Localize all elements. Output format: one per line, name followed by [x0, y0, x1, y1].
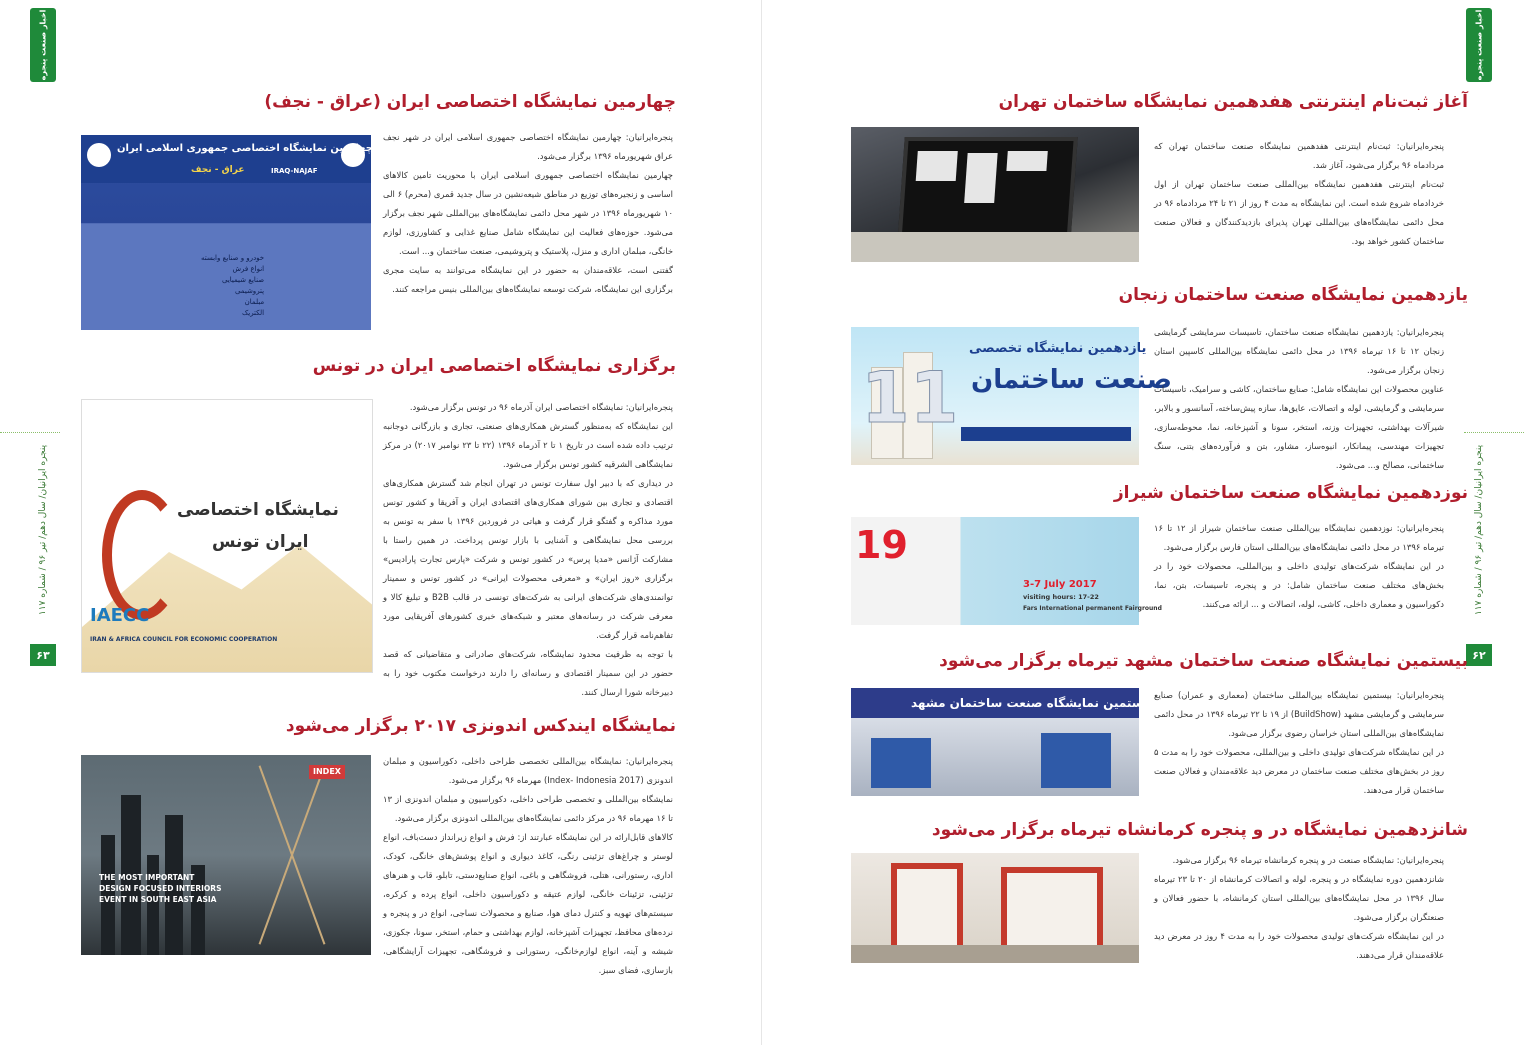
article-title-tehran: آغاز ثبت‌نام اینترنتی هفدهمین نمایشگاه ساختمان تهران [998, 92, 1468, 112]
tablet-screen [897, 137, 1078, 245]
shiraz-expo-banner [851, 517, 1162, 625]
article-title-iraq: چهارمین نمایشگاه اختصاصی ایران (عراق - نجف) [264, 92, 676, 112]
mashhad-banner-text: بیستمین نمایشگاه صنعت ساختمان مشهد [911, 696, 1154, 710]
poster-city: عراق - نجف [191, 165, 245, 175]
zanjan-expo-banner [851, 327, 1173, 465]
tunis-poster-title-2: ایران تونس [212, 532, 309, 552]
paragraph: در این نمایشگاه شرکت‌های تولیدی داخلی و بین‌المللی، محصولات خود را به مدت ۵ روز در بخش‌های مختلف صنعت ساختمان در معرض دید علاقه‌مندان و فعالان صنعت ساختمان قرار می‌دهند. [1154, 747, 1444, 795]
section-tab [30, 8, 56, 82]
section-tab-label: اخبار صنعت پنجره [38, 9, 48, 81]
index-brand: INDEX [309, 765, 345, 779]
paragraph: پنجره‌ایرانیان: نوزدهمین نمایشگاه بین‌المللی صنعت ساختمان شیراز از ۱۲ تا ۱۶ تیرماه ۱۳۹۶ در محل دائمی نمایشگاه‌های بین‌المللی استان فارس برگزار می‌شود. [1154, 523, 1444, 552]
shiraz-banner-hours: visiting hours: 17-22 [1023, 593, 1099, 601]
article-body-iraq [383, 128, 673, 299]
paragraph: پنجره‌ایرانیان: ثبت‌نام اینترنتی هفدهمین نمایشگاه صنعت ساختمان تهران که مردادماه ۹۶ برگزار می‌شود، آغاز شد. [1154, 141, 1444, 170]
paragraph: گفتنی است، علاقه‌مندان به حضور در این نمایشگاه می‌توانند به سایت مجری برگزاری این نمایشگاه، شرکت توسعه نمایشگاه‌های بین‌المللی بنیس مراجعه کنند. [383, 265, 673, 294]
article-body-tunis [383, 398, 673, 702]
paragraph: پنجره‌ایرانیان: نمایشگاه اختصاصی ایران آذرماه ۹۶ در تونس برگزار می‌شود. [409, 402, 673, 412]
index-indonesia-poster [81, 755, 371, 955]
list-item: خودرو و صنایع وابسته [201, 254, 265, 262]
paragraph: پنجره‌ایرانیان: بیستمین نمایشگاه بین‌المللی ساختمان (معماری و عمران) صنایع سرمایشی و گرمایشی مشهد (BuildShow) از ۱۹ تا ۲۲ تیرماه ۱۳۹۶ در محل دائمی نمایشگاه‌های بین‌المللی استان خراسان رضوی برگزار می‌شود. [1154, 690, 1445, 738]
paragraph: این نمایشگاه که به‌منظور گسترش همکاری‌های صنعتی، تجاری و بازرگانی دوجانبه ترتیب داده شده است در تاریخ ۱ تا ۲ آذرماه ۱۳۹۶ (۲۲ تا ۲۳ نوامبر ۲۰۱۷) در مرکز نمایشگاهی الشرقیه کشور تونس برگزار می‌شود. [383, 421, 673, 469]
iraq-expo-poster [81, 135, 371, 330]
paragraph: پنجره‌ایرانیان: چهارمین نمایشگاه اختصاصی جمهوری اسلامی ایران در شهر نجف عراق شهریورماه ۱۳۹۶ برگزار می‌شود. [383, 132, 673, 161]
paragraph: در این نمایشگاه شرکت‌های تولیدی داخلی و بین‌المللی، محصولات خود را در بخش‌های مختلف صنعت ساختمان شامل: در و پنجره، تاسیسات، بتن، نما، دکوراسیون و معماری داخلی، کاشی، لوله، اتصالات و ... ارائه می‌کنند. [1154, 561, 1444, 609]
list-item: انواع فرش [232, 265, 265, 273]
list-item: صنایع شیمیایی [221, 276, 265, 284]
article-body-shiraz [1154, 519, 1444, 614]
paragraph: پنجره‌ایرانیان: نمایشگاه بین‌المللی تخصصی طراحی داخلی، دکوراسیون و مبلمان اندونزی (Index- Indonesia 2017) مهرماه ۹۶ برگزار می‌شود. [383, 756, 673, 785]
paragraph: در دیداری که با دبیر اول سفارت تونس در تهران انجام شد گسترش همکاری‌های اقتصادی و تجاری بین شورای همکاری‌های اقتصادی ایران و آفریقا و کشور تونس مورد مذاکره و گفتگو قرار گرفت و هیاتی در فروردین ۱۳۹۶ با سفر به تونس به بررسی محل نمایشگاهی و آشنایی با بازار تونس پرداخت. در همین راستا با مشارکت آژانس «مدیا پرس» در کشور تونس و شرکت «پارس تجارت پارادیس» برگزاری «روز ایران» و «معرفی محصولات ایرانی» در کشور تونس و سمینار توانمندی‌های شرکت‌های ایرانی به شرکت‌های تونسی در قالب B2B و تبلیغ کالا و معرفی شرکت در رسانه‌های معتبر و شبکه‌های خبری کشورهای آفریقایی مورد تفاهم‌نامه قرار گرفت. [383, 478, 673, 640]
paragraph: ثبت‌نام اینترنتی هفدهمین نمایشگاه بین‌المللی صنعت ساختمان تهران از اول خردادماه شروع شده است. این نمایشگاه به مدت ۴ روز از ۲۱ تا ۲۴ مردادماه ۹۶ در محل دائمی نمایشگاه‌های بین‌المللی تهران پذیرای بازدیدکنندگان و فعالان صنعت ساختمان کشور خواهد بود. [1154, 179, 1444, 246]
iaecc-logo: IAECC [90, 605, 150, 626]
booth-graphic [1041, 733, 1111, 788]
page-number: ۶۲ [1466, 644, 1492, 666]
paragraph: عناوین محصولات این نمایشگاه شامل: صنایع ساختمان، کاشی و سرامیک، تاسیسات سرمایشی و گرمایشی، لوله و اتصالات، عایق‌ها، سازه پیش‌ساخته، آسانسور و بالابر، شیرآلات بهداشتی، تجهیزات وزنه، استخر، سونا و آشپزخانه، نما، محوطه‌سازی، تجهیزات مهندسی، پیمانکار، انبوه‌ساز، مشاور، بتن و فرآورده‌های بتنی، سنگ ساختمانی، مصالح و... می‌شود. [1154, 384, 1444, 470]
shiraz-banner-number: 19 [855, 523, 908, 567]
paragraph: شانزدهمین دوره نمایشگاه در و پنجره، لوله و اتصالات کرمانشاه از ۲۰ تا ۲۳ تیرماه سال ۱۳۹۶ در محل نمایشگاه‌های بین‌المللی استان کرمانشاه، با حضور فعالان و صنعتگران برگزار می‌شود. [1154, 874, 1444, 922]
article-title-shiraz: نوزدهمین نمایشگاه صنعت ساختمان شیراز [1113, 483, 1468, 503]
page-number: ۶۳ [30, 644, 56, 666]
article-body-kermanshah [1154, 851, 1444, 965]
door-frame-graphic [1001, 867, 1103, 951]
poster-title: چهارمین نمایشگاه اختصاصی جمهوری اسلامی ایران [117, 143, 373, 154]
zanjan-banner-main: صنعت ساختمان [971, 365, 1173, 395]
list-item: الکتریک [241, 309, 265, 317]
shiraz-banner-venue: Fars International permanent Fairground [1023, 605, 1162, 612]
poster-category-list [201, 253, 264, 319]
poster-headline-1: THE MOST IMPORTANT [99, 873, 195, 882]
article-body-tehran [1154, 137, 1444, 251]
article-title-zanjan: یازدهمین نمایشگاه صنعت ساختمان زنجان [1118, 285, 1468, 305]
paragraph: کالاهای قابل‌ارائه در این نمایشگاه عبارتند از: فرش و انواع زیرانداز دست‌باف، انواع لوستر و چراغ‌های تزئینی رنگی، کاغذ دیواری و انواع پوشش‌های خانگی، کودک، اداری، رستورانی، هتلی، فروشگاهی و باغی، انواع صنایع‌دستی، تابلو، قاب و هنرهای تزئینی، تزئینات خانگی، لوازم عتیقه و دکوراسیون داخلی، انواع پرده و کرکره، سیستم‌های تهویه و کنترل دمای هوا، صنایع و محصولات نساجی، انواع در و پنجره و نرده‌های محافظ، تجهیزات آشپزخانه، لوازم بهداشتی و حمام، استخر، سونا، جکوزی، شیشه و آینه، انواع لوازم‌خانگی، رستورانی و فروشگاهی، تجهیزات آرایشگاهی، بازسازی، فضای سبز. [383, 832, 673, 975]
issue-line-text: پنجره ایرانیان/ سال دهم/ تیر ۹۶ / شماره ۱۱۷ [38, 444, 48, 616]
article-body-mashhad [1154, 686, 1444, 800]
right-page [762, 0, 1524, 1045]
paragraph: در این نمایشگاه شرکت‌های تولیدی محصولات خود را به مدت ۴ روز در معرض دید علاقه‌مندان قرار می‌دهند. [1154, 931, 1444, 960]
article-title-mashhad: بیستمین نمایشگاه صنعت ساختمان مشهد تیرماه برگزار می‌شود [939, 651, 1468, 671]
paragraph: چهارمین نمایشگاه اختصاصی جمهوری اسلامی ایران با محوریت تامین کالاهای اساسی و زنجیره‌های توزیع در مناطق شیعه‌نشین در سال جدید قمری (محرم) ۶ الی ۱۰ شهریورماه ۱۳۹۶ در شهر محل دائمی نمایشگاه‌های بین‌المللی شهر نجف برگزار می‌شود. حوزه‌های فعالیت این نمایشگاه شامل صنایع غذایی و کشاورزی، لوازم خانگی، مبلمان اداری و منزل، پلاستیک و پتروشیمی، صنعت ساختمان و... است. [383, 170, 674, 256]
mashhad-expo-photo [851, 688, 1154, 796]
poster-headline-3: EVENT IN SOUTH EAST ASIA [99, 895, 217, 904]
paragraph: پنجره‌ایرانیان: یازدهمین نمایشگاه صنعت ساختمان، تاسیسات سرمایشی گرمایشی زنجان ۱۲ تا ۱۶ تیرماه ۱۳۹۶ در محل دائمی نمایشگاه بین‌المللی کاسپین استان زنجان برگزار می‌شود. [1154, 327, 1444, 375]
issue-line [1469, 430, 1489, 630]
list-item: پتروشیمی [234, 287, 265, 295]
issue-line [33, 430, 53, 630]
kermanshah-expo-photo [851, 853, 1139, 963]
iaecc-org: IRAN & AFRICA COUNCIL FOR ECONOMIC COOPERATION [90, 636, 278, 643]
paragraph: نمایشگاه بین‌المللی و تخصصی طراحی داخلی، دکوراسیون و مبلمان اندونزی از ۱۳ تا ۱۶ مهرماه ۹۶ در مرکز دائمی نمایشگاه‌های بین‌المللی اندونزی برگزار می‌شود. [383, 794, 673, 823]
tablet-photo [851, 127, 1139, 262]
city-tower [147, 855, 159, 955]
poster-logo-icon [87, 143, 111, 167]
desk-surface [851, 232, 1139, 262]
issue-line-text: پنجره ایرانیان/ سال دهم/ تیر ۹۶ / شماره ۱۱۷ [1474, 444, 1484, 616]
article-title-indonesia: نمایشگاه ایندکس اندونزی ۲۰۱۷ برگزار می‌شود [285, 716, 676, 736]
article-body-indonesia [383, 752, 673, 980]
paragraph: پنجره‌ایرانیان: نمایشگاه صنعت در و پنجره کرمانشاه تیرماه ۹۶ برگزار می‌شود. [1172, 855, 1444, 865]
tunis-poster-title-1: نمایشگاه اختصاصی [177, 500, 339, 520]
article-body-zanjan [1154, 323, 1444, 475]
banner-strip [961, 427, 1131, 441]
section-tab-label: اخبار صنعت پنجره [1474, 9, 1484, 81]
door-frame-graphic [891, 863, 963, 951]
paragraph: با توجه به ظرفیت محدود نمایشگاه، شرکت‌های صادراتی و متقاضیانی که قصد حضور در این سمینار اقتصادی و رسانه‌ای را دارند درخواست مکتوب خود را به دبیرخانه شورا ارسال کنند. [383, 649, 673, 697]
list-item: مبلمان [244, 298, 265, 306]
floor-graphic [851, 945, 1139, 963]
shiraz-banner-date: 3-7 July 2017 [1023, 579, 1097, 590]
section-tab [1466, 8, 1492, 82]
tunis-expo-poster [81, 399, 373, 673]
booth-graphic [871, 738, 931, 788]
poster-headline-2: DESIGN FOCUSED INTERIORS [99, 884, 222, 893]
poster-latin: IRAQ-NAJAF [271, 167, 318, 175]
banner-number-11: 11 [861, 357, 959, 439]
article-title-tunis: برگزاری نمایشگاه اختصاصی ایران در تونس [312, 356, 676, 376]
article-title-kermanshah: شانزدهمین نمایشگاه در و پنجره کرمانشاه تیرماه برگزار می‌شود [931, 820, 1468, 840]
zanjan-banner-title: یازدهمین نمایشگاه تخصصی [969, 341, 1147, 356]
poster-swirl-graphic [102, 490, 182, 620]
